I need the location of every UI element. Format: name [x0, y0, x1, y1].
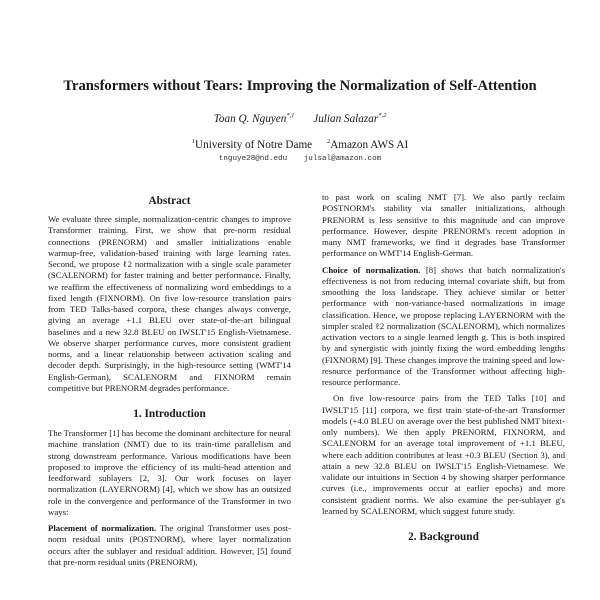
left-column — [48, 194, 291, 573]
results-paragraph: On five low-resource pairs from the TED Talks [10] and IWSLT'15 [11] corpora, we first train state-of-the-art Transformer models (+4.0 BLEU on average over the best published NMT bitext-only numbers). We then apply PRENORM, FIXNORM, and SCALENORM for an average total improvement of +1.1 BLEU, where each addition contributes at least +0.3 BLEU (Section 3), and attain a new 32.8 BLEU on IWSLT'15 English-Vietnamese. We validate our intuitions in Section 4 by showing sharper performance curves (i.e., improvements occur at earlier epochs) and more consistent gradient norms. We also examine the per-sublayer g's learned by SCALENORM, which suggest future study. — [322, 393, 565, 516]
affiliation: $^1$University of Notre Dame — [191, 138, 313, 151]
introduction-heading: 1. Introduction — [133, 408, 206, 420]
placement-paragraph — [48, 523, 291, 568]
choice-heading: Choice of normalization. — [322, 264, 421, 275]
choice-paragraph — [322, 265, 565, 389]
choice-text: [8] shows that batch normalization's effectiveness is not from reducing internal covariate shift, but from smoothing the loss landscape. They achieve similar or better performance with non-variance-based normalizations in image classification. Hence, we propose replacing LAYERNORM with the simpler scaled ℓ2 normalization (SCALENORM), which normalizes activation vectors to a single learned length g. This is both inspired by and synergistic with jointly fixing the word embedding lengths (FIXNORM) [9]. These changes improve the training speed and low-resource performance of the Transformer without affecting high-resource performance. — [322, 264, 566, 387]
background-heading: 2. Background — [408, 531, 479, 543]
intro-paragraph: The Transformer [1] has become the dominant architecture for neural machine translation (NMT) due to its train-time parallelism and strong downstream performance. Various modifications have been proposed to improve the efficiency of its multi-head attention and feedforward sublayers [2, 3]. Our work focuses on layer normalization (LAYERNORM) [4], which we show has an outsized role in the convergence and performance of the Transformer in two ways: — [48, 428, 291, 517]
abstract-heading: Abstract — [148, 195, 191, 207]
paper-title: Transformers without Tears: Improving the Normalization of Self-Attention — [63, 78, 537, 94]
continuation-paragraph: to past work on scaling NMT [7]. We also partly reclaim POSTNORM's stability via smaller initializations, although PRENORM is less sensitive to this magnitude and can improve performance. However, despite PRENORM's recent adoption in many NMT frameworks, we find it degrades base Transformer performance on WMT'14 English-German. — [322, 192, 565, 259]
author: Julian Salazar$^{*,2}$ — [313, 112, 387, 125]
author-list — [0, 112, 600, 125]
author: Toan Q. Nguyen$^{*,1}$ — [213, 112, 295, 125]
email: tnguye28@nd.edu — [218, 155, 288, 163]
abstract-text: We evaluate three simple, normalization-centric changes to improve Transformer training. First, we show that pre-norm residual connections (PRENORM) and smaller initializations enable warmup-free, validation-based training with large learning rates. Second, we propose ℓ2 normalization with a single scale parameter (SCALENORM) for faster training and better performance. Finally, we reaffirm the effectiveness of normalizing word embeddings to a fixed length (FIXNORM). On five low-resource translation pairs from TED Talks-based corpora, these changes always converge, giving an average +1.1 BLEU over state-of-the-art bilingual baselines and a new 32.8 BLEU on IWSLT'15 English-Vietnamese. We observe sharper performance curves, more consistent gradient norms, and a linear relationship between activation scaling and decoder depth. Surprisingly, in the high-resource setting (WMT'14 English-German), SCALENORM and FIXNORM remain competitive but PRENORM degrades performance. — [48, 214, 291, 393]
right-column — [322, 192, 565, 551]
affiliation-list — [0, 138, 600, 151]
placement-text: The original Transformer uses post-norm residual units (POSTNORM), where layer normalization occurs after the sublayer and residual addition. However, [5] found that pre-norm residual units (PRENORM), — [48, 523, 292, 567]
placement-heading: Placement of normalization. — [48, 523, 157, 533]
email-list — [0, 155, 600, 163]
email: julsal@amazon.com — [303, 155, 382, 163]
affiliation: $^2$Amazon AWS AI — [326, 138, 409, 151]
